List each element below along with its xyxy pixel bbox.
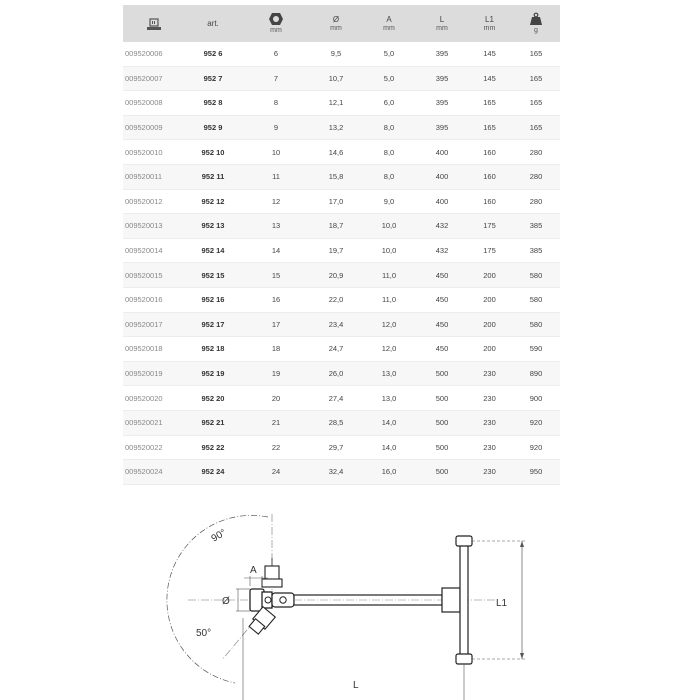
cell-weight: 165 [512,42,560,66]
cell-code: 009520022 [123,435,185,460]
cell-art: 952 20 [185,386,241,411]
cell-l: 500 [417,410,467,435]
table-row [123,189,560,214]
cell-diameter: 32,4 [311,460,361,485]
cell-l1: 230 [467,361,512,386]
cell-l1: 145 [467,42,512,66]
cell-art: 952 11 [185,164,241,189]
cell-size: 7 [241,66,311,91]
cell-weight: 950 [512,460,560,485]
cell-art: 952 12 [185,189,241,214]
header-art [185,5,241,42]
cell-l: 432 [417,238,467,263]
cell-art: 952 14 [185,238,241,263]
cell-size: 11 [241,164,311,189]
cell-diameter: 23,4 [311,312,361,337]
cell-weight: 920 [512,435,560,460]
cell-l: 450 [417,312,467,337]
header-l1-label: L1 [485,14,494,24]
cell-l: 432 [417,214,467,239]
cell-art: 952 16 [185,287,241,312]
cell-l1: 160 [467,164,512,189]
cell-a: 5,0 [361,66,417,91]
cell-l1: 145 [467,66,512,91]
cell-diameter: 13,2 [311,115,361,140]
cell-code: 009520024 [123,460,185,485]
cell-code: 009520020 [123,386,185,411]
cell-art: 952 9 [185,115,241,140]
cell-size: 18 [241,337,311,362]
header-diameter-unit: mm [330,24,342,32]
table-header [123,5,560,42]
cell-diameter: 20,9 [311,263,361,288]
table-row [123,164,560,189]
cell-size: 8 [241,91,311,116]
socket-upright [262,558,282,587]
cell-weight: 580 [512,287,560,312]
header-l [417,5,467,42]
cell-a: 14,0 [361,435,417,460]
cell-code: 009520009 [123,115,185,140]
cell-a: 11,0 [361,287,417,312]
header-weight-unit: g [534,27,538,34]
cell-weight: 385 [512,214,560,239]
cell-code: 009520011 [123,164,185,189]
cell-size: 21 [241,410,311,435]
cell-a: 6,0 [361,91,417,116]
cell-l: 450 [417,287,467,312]
cell-weight: 165 [512,115,560,140]
hex-nut-icon [268,12,284,26]
label-angle-50: 50° [196,628,212,639]
cell-size: 12 [241,189,311,214]
socket-straight [250,589,272,611]
header-l1-unit: mm [483,24,496,32]
cell-art: 952 8 [185,91,241,116]
cell-code: 009520017 [123,312,185,337]
cell-code: 009520016 [123,287,185,312]
cell-weight: 890 [512,361,560,386]
cell-l1: 200 [467,312,512,337]
cell-l: 500 [417,361,467,386]
cell-weight: 900 [512,386,560,411]
cell-diameter: 12,1 [311,91,361,116]
cell-weight: 580 [512,312,560,337]
header-diameter-label: Ø [332,14,340,24]
cell-l: 450 [417,263,467,288]
weight-icon [529,12,543,26]
cell-diameter: 19,7 [311,238,361,263]
cell-art: 952 21 [185,410,241,435]
cell-art: 952 22 [185,435,241,460]
cell-weight: 280 [512,164,560,189]
cell-code: 009520018 [123,337,185,362]
cell-weight: 385 [512,238,560,263]
cell-size: 10 [241,140,311,165]
cell-weight: 590 [512,337,560,362]
label-diameter: Ø [222,596,230,607]
cell-code: 009520008 [123,91,185,116]
cell-code: 009520019 [123,361,185,386]
label-a: A [250,565,257,576]
cell-code: 009520006 [123,42,185,66]
cell-a: 13,0 [361,386,417,411]
cell-l1: 160 [467,140,512,165]
cell-code: 009520010 [123,140,185,165]
cell-l: 500 [417,460,467,485]
cell-a: 13,0 [361,361,417,386]
cell-l: 395 [417,91,467,116]
cell-code: 009520013 [123,214,185,239]
table-row [123,238,560,263]
cell-a: 12,0 [361,337,417,362]
cell-weight: 165 [512,66,560,91]
cell-size: 14 [241,238,311,263]
header-l-label: L [439,14,445,24]
table-row [123,312,560,337]
cell-diameter: 26,0 [311,361,361,386]
cell-a: 5,0 [361,42,417,66]
header-size-unit: mm [270,27,282,34]
header-l1 [467,5,512,42]
cell-l1: 175 [467,214,512,239]
cell-a: 8,0 [361,140,417,165]
cell-l1: 200 [467,337,512,362]
cell-size: 15 [241,263,311,288]
cell-size: 22 [241,435,311,460]
cell-a: 11,0 [361,263,417,288]
table-row [123,91,560,116]
table-row [123,460,560,485]
header-a-unit: mm [383,24,395,32]
cell-size: 6 [241,42,311,66]
cell-l1: 230 [467,435,512,460]
cell-weight: 580 [512,263,560,288]
cell-art: 952 10 [185,140,241,165]
shaft [294,595,442,605]
table-row [123,410,560,435]
table-row [123,361,560,386]
cell-l1: 200 [467,287,512,312]
header-size [241,5,311,42]
cell-diameter: 27,4 [311,386,361,411]
cell-l: 400 [417,189,467,214]
cell-l: 450 [417,337,467,362]
label-l: L [353,680,359,691]
cell-art: 952 24 [185,460,241,485]
table-row [123,386,560,411]
cell-size: 13 [241,214,311,239]
table-row [123,115,560,140]
universal-joint [272,593,294,607]
cell-diameter: 15,8 [311,164,361,189]
cell-size: 24 [241,460,311,485]
header-l-unit: mm [436,24,448,32]
cell-size: 16 [241,287,311,312]
cell-diameter: 28,5 [311,410,361,435]
header-art-label: art. [207,19,219,28]
cell-l: 395 [417,66,467,91]
cell-diameter: 29,7 [311,435,361,460]
cell-l1: 165 [467,115,512,140]
cell-diameter: 14,6 [311,140,361,165]
cell-l1: 175 [467,238,512,263]
cell-code: 009520007 [123,66,185,91]
cell-a: 8,0 [361,164,417,189]
cell-art: 952 7 [185,66,241,91]
table-row [123,214,560,239]
cell-diameter: 24,7 [311,337,361,362]
cell-art: 952 17 [185,312,241,337]
cell-l1: 200 [467,263,512,288]
cell-art: 952 18 [185,337,241,362]
cell-code: 009520014 [123,238,185,263]
cell-diameter: 17,0 [311,189,361,214]
cell-weight: 280 [512,140,560,165]
cell-size: 19 [241,361,311,386]
cell-l: 400 [417,140,467,165]
cell-code: 009520021 [123,410,185,435]
cell-weight: 920 [512,410,560,435]
header-code [123,5,185,42]
cell-weight: 165 [512,91,560,116]
cell-a: 10,0 [361,238,417,263]
cell-diameter: 18,7 [311,214,361,239]
cell-size: 9 [241,115,311,140]
cell-diameter: 22,0 [311,287,361,312]
label-angle-90: 90° [209,527,229,545]
table-row [123,66,560,91]
header-weight [512,5,560,42]
barcode-scale-icon [146,17,162,31]
cell-diameter: 10,7 [311,66,361,91]
cell-size: 20 [241,386,311,411]
cell-code: 009520012 [123,189,185,214]
cell-l: 400 [417,164,467,189]
cell-l1: 165 [467,91,512,116]
cell-l1: 230 [467,386,512,411]
cell-weight: 280 [512,189,560,214]
cell-l1: 230 [467,410,512,435]
cell-a: 10,0 [361,214,417,239]
table-row [123,337,560,362]
header-diameter [311,5,361,42]
cell-l: 500 [417,435,467,460]
t-handle [442,536,472,664]
cell-size: 17 [241,312,311,337]
cell-art: 952 15 [185,263,241,288]
specification-table [123,5,560,485]
cell-a: 14,0 [361,410,417,435]
table-row [123,435,560,460]
cell-a: 12,0 [361,312,417,337]
table-row [123,287,560,312]
cell-l1: 230 [467,460,512,485]
table-row [123,263,560,288]
cell-code: 009520015 [123,263,185,288]
header-a-label: A [386,14,392,24]
cell-diameter: 9,5 [311,42,361,66]
cell-l: 500 [417,386,467,411]
table-row [123,42,560,66]
header-a [361,5,417,42]
cell-art: 952 19 [185,361,241,386]
technical-drawing [0,500,700,700]
table-body [123,42,560,484]
cell-art: 952 6 [185,42,241,66]
cell-l: 395 [417,42,467,66]
cell-a: 8,0 [361,115,417,140]
cell-a: 16,0 [361,460,417,485]
cell-l1: 160 [467,189,512,214]
cell-a: 9,0 [361,189,417,214]
label-l1: L1 [496,598,508,609]
cell-art: 952 13 [185,214,241,239]
cell-l: 395 [417,115,467,140]
table-row [123,140,560,165]
